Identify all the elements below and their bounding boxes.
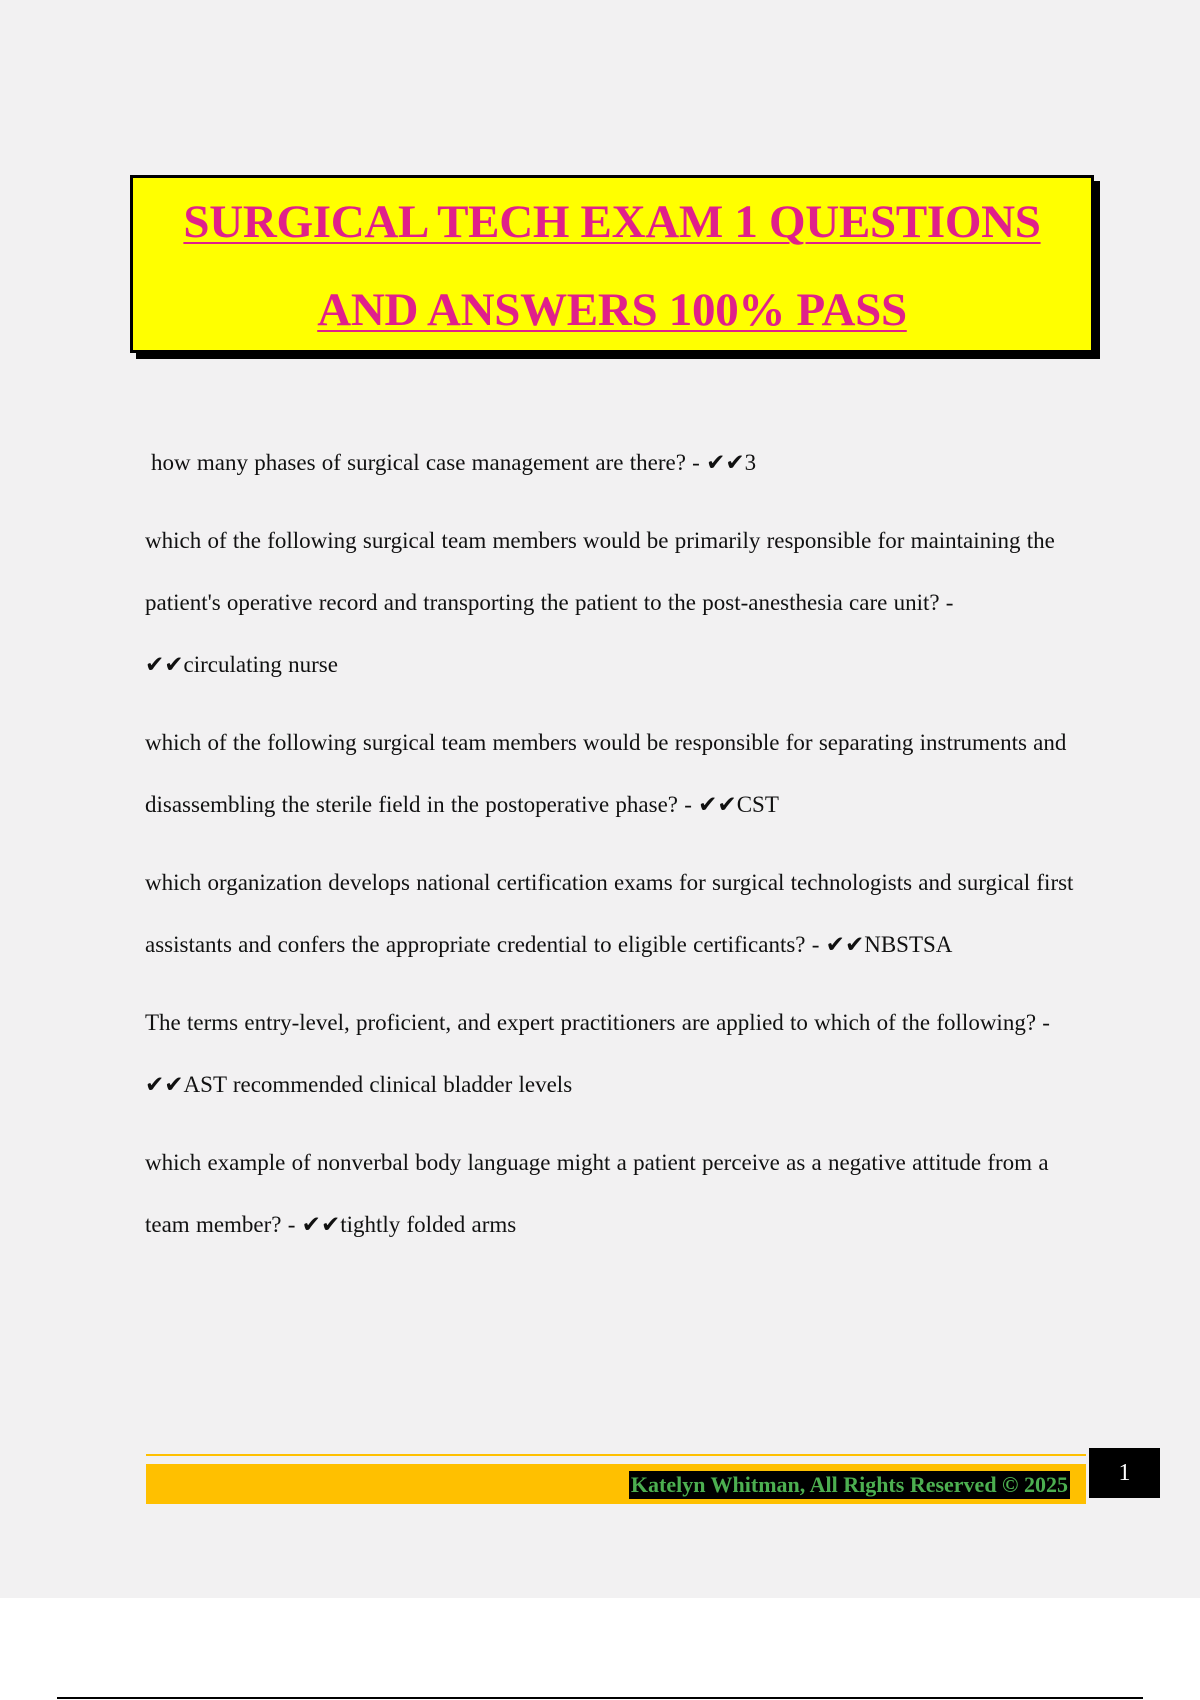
- footer-copyright: Katelyn Whitman, All Rights Reserved © 2025: [630, 1472, 1068, 1497]
- question-answer-5: The terms entry-level, proficient, and expert practitioners are applied to which of the following? - ✔✔AST recommended clinical bladder levels: [145, 1010, 1050, 1097]
- title-line-1: SURGICAL TECH EXAM 1 QUESTIONS: [183, 196, 1041, 248]
- next-page-rule: [57, 1697, 1143, 1699]
- page-number: 1: [1089, 1448, 1160, 1498]
- question-answer-2: which of the following surgical team members would be primarily responsible for maintaining the patient's operative record and transporting the patient to the post-anesthesia care unit? - ✔✔circulating nurse: [145, 528, 1055, 677]
- question-answer-3: which of the following surgical team members would be responsible for separating instruments and disassembling the sterile field in the postoperative phase? - ✔✔CST: [145, 730, 1067, 817]
- footer-bar: [146, 1464, 1086, 1504]
- question-answer-6: which example of nonverbal body language might a patient perceive as a negative attitude from a team member? - ✔✔tightly folded arms: [145, 1150, 1049, 1237]
- question-answer-4: which organization develops national certification exams for surgical technologists and surgical first assistants and confers the appropriate credential to eligible certificants? - ✔✔NBSTSA: [145, 870, 1074, 957]
- question-list: [145, 432, 1095, 1272]
- title-banner: [130, 175, 1094, 353]
- title-line-2: AND ANSWERS 100% PASS: [317, 284, 907, 336]
- question-answer-1: how many phases of surgical case management are there? - ✔✔3: [151, 450, 757, 475]
- footer-rule: [146, 1454, 1086, 1456]
